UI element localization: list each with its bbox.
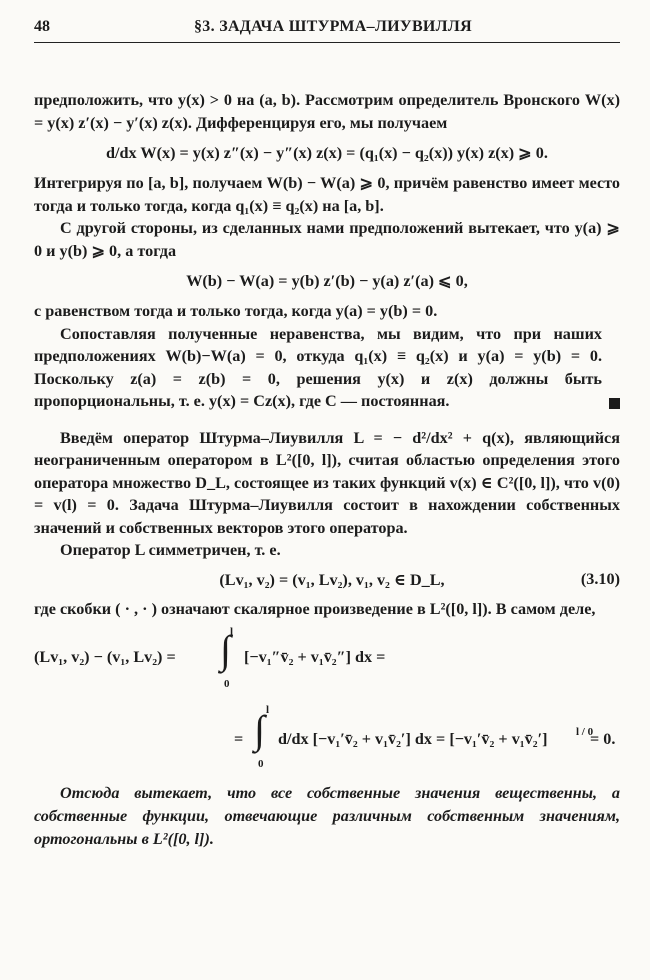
integral-1-rhs: [−v₁″v̄₂ + v₁v̄₂″] dx = — [244, 648, 386, 666]
integral-1-lower-limit: 0 — [224, 678, 230, 690]
paragraph-operator-definition: Введём оператор Штурма–Лиувилля L = − d²/dx² + q(x), являющийся неограниченным оператором в L²([0, l]), считая областью определения этого оператора множество D_L, состоящее из таких функций v(x) ∈ C²([0, l]), что v(0) = v(l) = 0. Задача Штурма–Лиувилля состоит в нахождении собственных значений и собственных векторов этого оператора. — [34, 428, 620, 537]
book-page — [34, 18, 620, 851]
paragraph-comparison: Сопоставляя полученные неравенства, мы видим, что при наших предположениях W(b)−W(a) = 0, откуда q₁(x) ≡ q₂(x) и y(a) = y(b) = 0. Поскольку z(a) = z(b) = 0, решения y(x) и z(x) должны быть пропорциональны, т. е. y(x) = Cz(x), где C — постоянная. — [34, 324, 602, 410]
paragraph-integrating: Интегрируя по [a, b], получаем W(b) − W(a) ⩾ 0, причём равенство имеет место тогда и только тогда, когда q₁(x) ≡ q₂(x) на [a, b]. — [34, 174, 620, 215]
proof-end-block — [34, 323, 620, 413]
equation-3-10 — [34, 570, 620, 590]
paragraph-equality: с равенством тогда и только тогда, когда y(a) = y(b) = 0. — [34, 302, 438, 320]
bracket-limits: l / 0 — [576, 726, 594, 738]
integral-2-sign-icon: ∫ — [254, 707, 265, 752]
integral-1-lhs: (Lv₁, v₂) − (v₁, Lv₂) = — [34, 648, 176, 666]
chapter-title: §3. ЗАДАЧА ШТУРМА–ЛИУВИЛЛЯ — [194, 18, 472, 35]
integral-2-lower-limit: 0 — [258, 758, 264, 770]
integral-2-end: = 0. — [590, 730, 616, 748]
integral-1-upper-limit: l — [230, 626, 234, 638]
equation-number: (3.10) — [580, 570, 620, 588]
paragraph-inner-product: где скобки ( · , · ) означают скалярное произведение в L²([0, l]). В самом деле, — [34, 599, 596, 618]
paragraph-wronskian: предположить, что y(x) > 0 на (a, b). Рассмотрим определитель Вронского W(x) = y(x) z′(x) − y′(x) z(x). Дифференцируя его, мы получаем — [34, 91, 620, 132]
integral-2-upper-limit: l — [266, 704, 270, 716]
integral-2-lhs: = — [234, 730, 244, 748]
integral-2-rhs: d/dx [−v₁′v̄₂ + v₁v̄₂′] dx = [−v₁′v̄₂ + v₁v̄₂′] — [278, 730, 548, 748]
equation-symmetry: (Lv₁, v₂) = (v₁, Lv₂), v₁, v₂ ∈ D_L, — [219, 570, 445, 589]
running-head — [34, 18, 620, 43]
paragraph-other-side: С другой стороны, из сделанных нами предположений вытекает, что y(a) ⩾ 0 и y(b) ⩾ 0, а тогда — [34, 219, 620, 260]
integral-1-sign-icon: ∫ — [220, 627, 231, 672]
integral-derivation — [34, 626, 620, 776]
paragraph-symmetric: Оператор L симметричен, т. е. — [60, 541, 281, 559]
page-number: 48 — [34, 18, 50, 35]
qed-square-icon — [609, 398, 620, 409]
equation-wronskian-difference: W(b) − W(a) = y(b) z′(b) − y(a) z′(a) ⩽ 0, — [186, 272, 468, 290]
equation-derivative: d/dx W(x) = y(x) z″(x) − y″(x) z(x) = (q₁(x) − q₂(x)) y(x) z(x) ⩾ 0. — [106, 144, 548, 162]
conclusion-italic: Отсюда вытекает, что все собственные значения вещественны, а собственные функции, отвечающие различным собственным значениям, ортогональны в L²([0, l]). — [34, 784, 620, 848]
